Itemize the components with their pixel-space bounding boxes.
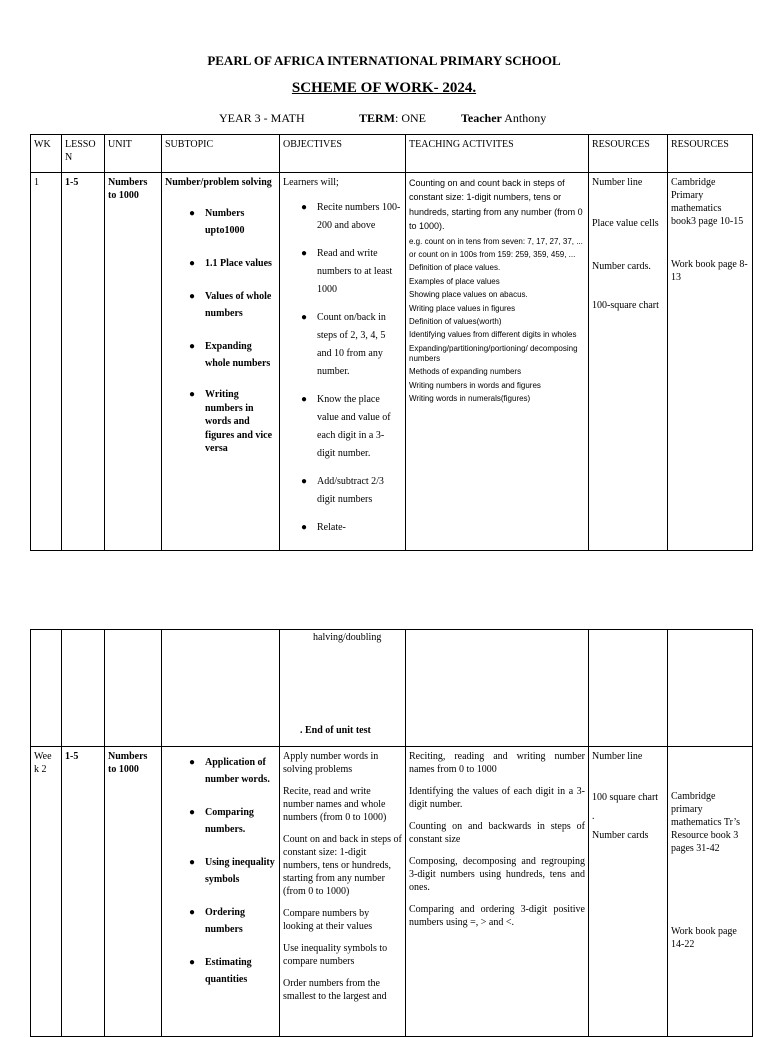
empty-cell	[162, 630, 280, 747]
resources-cell	[589, 173, 668, 551]
header-cell-subtopic: SUBTOPIC	[162, 135, 280, 173]
empty-cell	[105, 630, 162, 747]
term-value: : ONE	[395, 111, 426, 125]
subtopic-cell	[162, 747, 280, 1037]
empty-cell	[62, 630, 105, 747]
list-item: ● Ordering numbers	[165, 904, 276, 938]
list-item: ● Know the place value and value of each digit in a 3-digit number.	[283, 391, 402, 463]
header-row	[31, 135, 753, 173]
list-item: ● Add/subtract 2/3 digit numbers	[283, 473, 402, 509]
header-cell-resources-2: RESOURCES	[668, 135, 753, 173]
teacher-name: Anthony	[501, 111, 547, 125]
list-item: ● Read and write numbers to at least 1000	[283, 245, 402, 299]
subtopic-cell	[162, 173, 280, 551]
activities-cell	[406, 173, 589, 551]
unit-cell: Numbers to 1000	[105, 173, 162, 551]
list-item: ● Comparing numbers.	[165, 804, 276, 838]
list-item: ● Count on/back in steps of 2, 3, 4, 5 and 10 from any number.	[283, 309, 402, 381]
list-item: or count on in 100s from 159: 259, 359, 459, ...	[409, 249, 576, 259]
list-item: Place value cells	[592, 218, 659, 229]
resources-cell-2	[668, 747, 753, 1037]
objectives-intro: Learners will;	[283, 177, 339, 188]
lesson-cell: 1-5	[62, 173, 105, 551]
list-item: Number line	[592, 177, 643, 188]
subtopic-title: Number/problem solving	[165, 177, 272, 188]
term-label: TERM	[359, 111, 395, 125]
resources-cell	[589, 747, 668, 1037]
school-name: PEARL OF AFRICA INTERNATIONAL PRIMARY SCHOOL	[207, 53, 561, 68]
list-item: Definition of place values.	[409, 263, 501, 273]
list-item: ● Recite numbers 100-200 and above	[283, 199, 402, 235]
list-item: Comparing and ordering 3-digit positive numbers using =, > and <.	[409, 904, 585, 928]
list-item: ● Application of number words.	[165, 754, 276, 788]
list-item: ● Expanding whole numbers	[165, 338, 276, 372]
end-of-unit-test: . End of unit test	[300, 725, 371, 736]
list-item: Identifying the values of each digit in a 3-digit number.	[409, 786, 585, 810]
term-info	[359, 111, 426, 126]
list-item: Apply number words in solving problems	[283, 751, 379, 775]
objectives-list	[283, 199, 402, 537]
empty-cell	[31, 630, 62, 747]
list-item: Examples of place values	[409, 276, 500, 286]
week-cell: Wee k 2	[31, 747, 62, 1037]
list-item: Order numbers from the smallest to the largest and	[283, 978, 387, 1002]
objectives-cell	[280, 173, 406, 551]
list-item: ● Writing numbers in words and figures and vice versa	[165, 388, 276, 456]
list-item: Counting on and backwards in steps of constant size	[409, 821, 585, 845]
objectives-continued: halving/doubling	[313, 632, 382, 643]
header-cell-unit: UNIT	[105, 135, 162, 173]
list-item: Number cards.	[592, 261, 651, 272]
list-item: e.g. count on in tens from seven: 7, 17, 27, 37, ...	[409, 236, 583, 246]
empty-cell	[406, 630, 589, 747]
list-item: .	[592, 811, 595, 822]
header-cell-activities: TEACHING ACTIVITES	[406, 135, 589, 173]
scheme-table-page1	[30, 134, 753, 551]
list-item: Definition of values(worth)	[409, 316, 502, 326]
teacher-label: Teacher	[461, 111, 502, 125]
list-item: Work book page 14-22	[671, 926, 737, 950]
unit-cell: Numbers to 1000	[105, 747, 162, 1037]
list-item: Methods of expanding numbers	[409, 367, 522, 377]
header-cell-wk: WK	[31, 135, 62, 173]
header-cell-objectives: OBJECTIVES	[280, 135, 406, 173]
empty-cell	[589, 630, 668, 747]
scheme-title: SCHEME OF WORK- 2024.	[291, 80, 477, 96]
objectives-cell	[280, 630, 406, 747]
list-item: Identifying values from different digits in wholes	[409, 330, 577, 340]
list-item: Use inequality symbols to compare numbers	[283, 943, 388, 967]
table-row-continued	[31, 630, 753, 747]
list-item: Writing numbers in words and figures	[409, 380, 541, 390]
header-cell-lesson: LESSO N	[62, 135, 105, 173]
list-item: ● Numbers upto1000	[165, 205, 276, 239]
list-item: Number line	[592, 751, 643, 762]
list-item: Cambridge primary mathematics Tr’s Resource book 3 pages 31-42	[671, 791, 740, 854]
week-cell: 1	[31, 173, 62, 551]
list-item: Count on and back in steps of constant size: 1-digit numbers, tens or hundreds, starting from any number (from 0 to 1000)	[283, 834, 402, 897]
list-item: ● Values of whole numbers	[165, 288, 276, 322]
list-item: Cambridge Primary mathematics book3 page 10-15	[671, 177, 744, 227]
table-row-week1	[31, 173, 753, 551]
list-item: ● Estimating quantities	[165, 954, 276, 988]
resources-cell-2	[668, 173, 753, 551]
list-item: Expanding/partitioning/portioning/ decomposing numbers	[409, 343, 578, 364]
empty-cell	[668, 630, 753, 747]
subtopic-list	[165, 754, 276, 988]
header-cell-resources: RESOURCES	[589, 135, 668, 173]
list-item: ● 1.1 Place values	[165, 255, 276, 272]
list-item: Work book page 8-13	[671, 259, 748, 283]
list-item: Writing place values in figures	[409, 303, 516, 313]
list-item: Reciting, reading and writing number names from 0 to 1000	[409, 751, 585, 775]
list-item: ● Relate-	[283, 519, 402, 537]
activities-cell	[406, 747, 589, 1037]
lesson-cell: 1-5	[62, 747, 105, 1037]
list-item: Recite, read and write number names and whole numbers (from 0 to 1000)	[283, 786, 387, 823]
list-item: ● Using inequality symbols	[165, 854, 276, 888]
teacher-info	[461, 111, 546, 126]
activities-intro: Counting on and count back in steps of constant size: 1-digit numbers, tens or hundreds, starting from any number (from 0 to 1000).	[409, 178, 583, 232]
list-item: 100 square chart	[592, 792, 659, 803]
list-item: 100-square chart	[592, 300, 659, 311]
objectives-cell	[280, 747, 406, 1037]
scheme-table-page2	[30, 629, 753, 1037]
year-subject: YEAR 3 - MATH	[219, 111, 305, 125]
list-item: Composing, decomposing and regrouping 3-digit numbers using hundreds, tens and ones.	[409, 856, 585, 893]
subtopic-list	[165, 205, 276, 456]
list-item: Compare numbers by looking at their values	[283, 908, 373, 932]
table-row-week2	[31, 747, 753, 1037]
list-item: Showing place values on abacus.	[409, 290, 528, 300]
list-item: Writing words in numerals(figures)	[409, 394, 531, 404]
list-item: Number cards	[592, 830, 649, 841]
